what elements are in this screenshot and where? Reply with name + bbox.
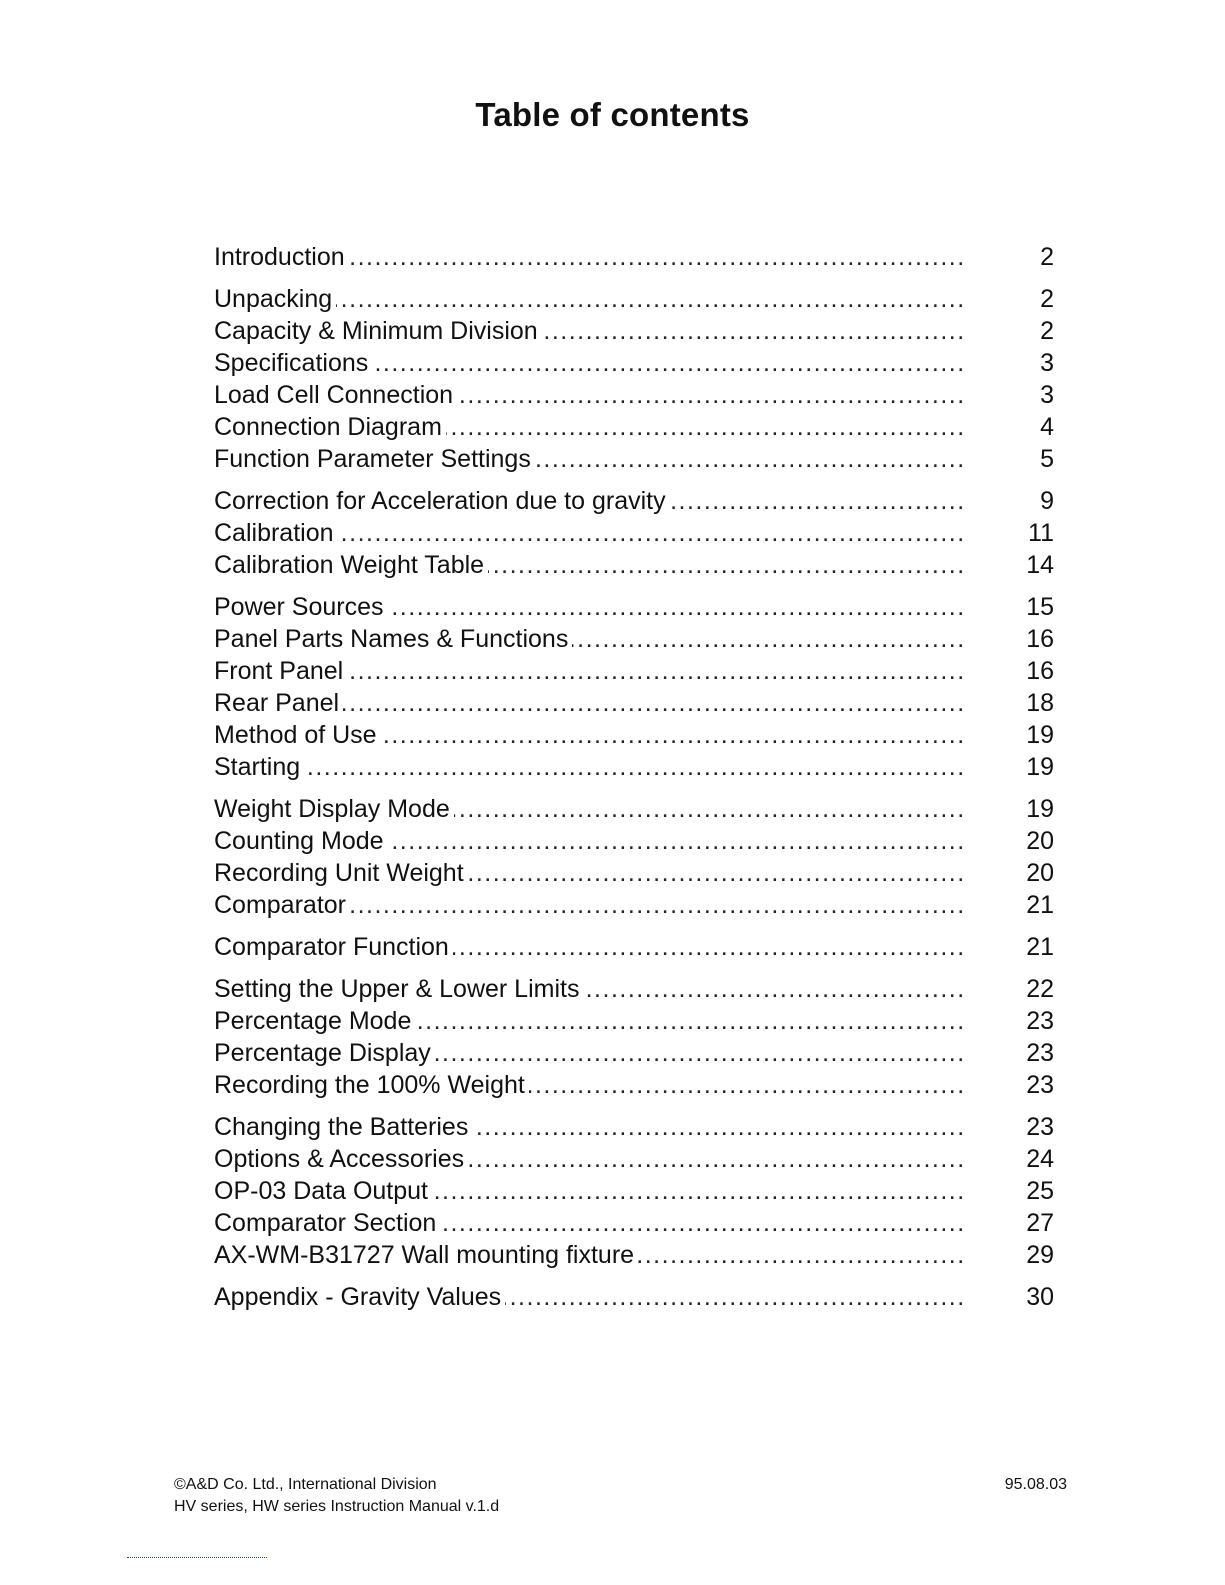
toc-entry-page-number: 2 <box>1040 243 1054 271</box>
toc-entry-title: Panel Parts Names & Functions <box>214 625 572 653</box>
toc-entry-title: Counting Mode <box>214 827 388 855</box>
toc-entry-title: Front Panel <box>214 657 347 685</box>
toc-entry-title: Comparator Function <box>214 933 453 961</box>
footer-left <box>174 1474 499 1518</box>
toc-entry-title: Appendix - Gravity Values <box>214 1283 505 1311</box>
toc-entry-leader <box>214 315 962 347</box>
toc-entry-page-number: 23 <box>1026 1039 1054 1067</box>
toc-entry-page-number: 5 <box>1040 445 1054 473</box>
toc-entry-leader <box>214 549 962 581</box>
toc-entry-leader <box>214 1239 962 1271</box>
toc-entry[interactable] <box>214 485 1054 517</box>
toc-entry-leader <box>214 1207 962 1239</box>
toc-entry-title: Connection Diagram <box>214 413 446 441</box>
toc-entry-leader <box>214 1005 962 1037</box>
toc-entry-title: Starting <box>214 753 304 781</box>
toc-entry[interactable] <box>214 549 1054 581</box>
dot-leader <box>214 751 962 783</box>
toc-entry-page-number: 23 <box>1026 1113 1054 1141</box>
toc-entry-title: Comparator <box>214 891 350 919</box>
toc-entry[interactable] <box>214 1037 1054 1069</box>
toc-entry-leader <box>214 283 962 315</box>
toc-entry-title: Recording Unit Weight <box>214 859 468 887</box>
toc-entry-leader <box>214 1175 962 1207</box>
toc-entry[interactable] <box>214 591 1054 623</box>
toc-entry-title: Unpacking <box>214 285 336 313</box>
page-title: Table of contents <box>475 96 750 133</box>
footer-manual-name: HV series, HW series Instruction Manual v.1.d <box>174 1498 500 1515</box>
toc-entry-title: Correction for Acceleration due to gravity <box>214 487 670 515</box>
toc-entry-page-number: 19 <box>1026 721 1054 749</box>
toc-entry[interactable] <box>214 1239 1054 1271</box>
link-underline-mark <box>127 1557 267 1558</box>
toc-entry-page-number: 25 <box>1026 1177 1054 1205</box>
toc-entry-title: Power Sources <box>214 593 388 621</box>
toc-entry[interactable] <box>214 517 1054 549</box>
toc-entry[interactable] <box>214 751 1054 783</box>
toc-entry[interactable] <box>214 347 1054 379</box>
toc-entry[interactable] <box>214 283 1054 315</box>
toc-entry-page-number: 15 <box>1026 593 1054 621</box>
toc-entry-title: Setting the Upper & Lower Limits <box>214 975 583 1003</box>
toc-entry-leader <box>214 347 962 379</box>
toc-entry[interactable] <box>214 655 1054 687</box>
toc-entry-title: Calibration Weight Table <box>214 551 488 579</box>
toc-entry-title: Method of Use <box>214 721 381 749</box>
toc-entry-page-number: 16 <box>1026 657 1054 685</box>
toc-entry-page-number: 21 <box>1026 891 1054 919</box>
toc-entry[interactable] <box>214 973 1054 1005</box>
toc-entry-leader <box>214 793 962 825</box>
footer-copyright: ©A&D Co. Ltd., International Division <box>174 1476 437 1493</box>
toc-entry-title: Function Parameter Settings <box>214 445 535 473</box>
toc-entry[interactable] <box>214 857 1054 889</box>
toc-entry[interactable] <box>214 719 1054 751</box>
toc-entry-page-number: 18 <box>1026 689 1054 717</box>
toc-entry-page-number: 20 <box>1026 827 1054 855</box>
toc-entry-page-number: 24 <box>1026 1145 1054 1173</box>
toc-entry-leader <box>214 1037 962 1069</box>
toc-entry-leader <box>214 857 962 889</box>
toc-entry-leader <box>214 655 962 687</box>
toc-entry[interactable] <box>214 825 1054 857</box>
toc-entry-leader <box>214 379 962 411</box>
toc-entry[interactable] <box>214 241 1054 273</box>
toc-entry[interactable] <box>214 889 1054 921</box>
toc-entry[interactable] <box>214 1069 1054 1101</box>
toc-entry[interactable] <box>214 443 1054 475</box>
toc-entry[interactable] <box>214 623 1054 655</box>
toc-entry[interactable] <box>214 1143 1054 1175</box>
toc-entry-leader <box>214 485 962 517</box>
toc-entry-title: Percentage Display <box>214 1039 435 1067</box>
toc-entry-page-number: 9 <box>1040 487 1054 515</box>
toc-entry-page-number: 29 <box>1026 1241 1054 1269</box>
toc-entry-leader <box>214 719 962 751</box>
toc-entry-title: Percentage Mode <box>214 1007 415 1035</box>
toc-entry-title: Capacity & Minimum Division <box>214 317 542 345</box>
toc-entry[interactable] <box>214 1207 1054 1239</box>
toc-entry-page-number: 2 <box>1040 285 1054 313</box>
toc-entry[interactable] <box>214 411 1054 443</box>
toc-entry-leader <box>214 591 962 623</box>
toc-entry[interactable] <box>214 1281 1054 1313</box>
toc-entry-leader <box>214 751 962 783</box>
toc-entry-page-number: 3 <box>1040 349 1054 377</box>
toc-entry-page-number: 23 <box>1026 1071 1054 1099</box>
toc-entry-page-number: 27 <box>1026 1209 1054 1237</box>
toc-entry[interactable] <box>214 315 1054 347</box>
toc-entry-title: OP-03 Data Output <box>214 1177 432 1205</box>
toc-entry-page-number: 4 <box>1040 413 1054 441</box>
toc-entry-title: Weight Display Mode <box>214 795 454 823</box>
toc-entry-title: Recording the 100% Weight <box>214 1071 529 1099</box>
toc-entry-leader <box>214 1143 962 1175</box>
toc-entry-page-number: 19 <box>1026 753 1054 781</box>
toc-entry-title: Comparator Section <box>214 1209 440 1237</box>
toc-entry-leader <box>214 1281 962 1313</box>
toc-entry-leader <box>214 623 962 655</box>
toc-entry-leader <box>214 411 962 443</box>
toc-entry-title: Introduction <box>214 243 349 271</box>
toc-entry-title: AX-WM-B31727 Wall mounting fixture <box>214 1241 638 1269</box>
toc-entry[interactable] <box>214 687 1054 719</box>
toc-entry-title: Changing the Batteries <box>214 1113 472 1141</box>
toc-entry-page-number: 2 <box>1040 317 1054 345</box>
toc-entry-leader <box>214 1111 962 1143</box>
toc-entry[interactable] <box>214 379 1054 411</box>
toc-entry-leader <box>214 889 962 921</box>
toc-entry[interactable] <box>214 1005 1054 1037</box>
toc-entry-leader <box>214 825 962 857</box>
toc-entry-leader <box>214 443 962 475</box>
toc-entry-page-number: 22 <box>1026 975 1054 1003</box>
toc-entry-page-number: 20 <box>1026 859 1054 887</box>
toc-entry-page-number: 19 <box>1026 795 1054 823</box>
toc-list <box>214 241 1054 1313</box>
toc-entry[interactable] <box>214 1175 1054 1207</box>
toc-entry-page-number: 21 <box>1026 933 1054 961</box>
toc-entry-leader <box>214 931 962 963</box>
toc-entry-page-number: 3 <box>1040 381 1054 409</box>
toc-entry-leader <box>214 1069 962 1101</box>
toc-entry[interactable] <box>214 793 1054 825</box>
toc-entry-leader <box>214 687 962 719</box>
toc-entry-leader <box>214 241 962 273</box>
toc-entry-leader <box>214 517 962 549</box>
toc-entry-title: Rear Panel <box>214 689 343 717</box>
toc-entry-title: Specifications <box>214 349 372 377</box>
toc-entry[interactable] <box>214 1111 1054 1143</box>
toc-entry-page-number: 16 <box>1026 625 1054 653</box>
toc-entry-page-number: 23 <box>1026 1007 1054 1035</box>
toc-entry-title: Options & Accessories <box>214 1145 468 1173</box>
toc-entry-page-number: 14 <box>1026 551 1054 579</box>
toc-entry[interactable] <box>214 931 1054 963</box>
toc-entry-leader <box>214 973 962 1005</box>
toc-entry-page-number: 30 <box>1026 1283 1054 1311</box>
footer-date: 95.08.03 <box>1004 1476 1067 1493</box>
toc-entry-title: Calibration <box>214 519 338 547</box>
toc-entry-page-number: 11 <box>1028 519 1054 547</box>
toc-entry-title: Load Cell Connection <box>214 381 457 409</box>
